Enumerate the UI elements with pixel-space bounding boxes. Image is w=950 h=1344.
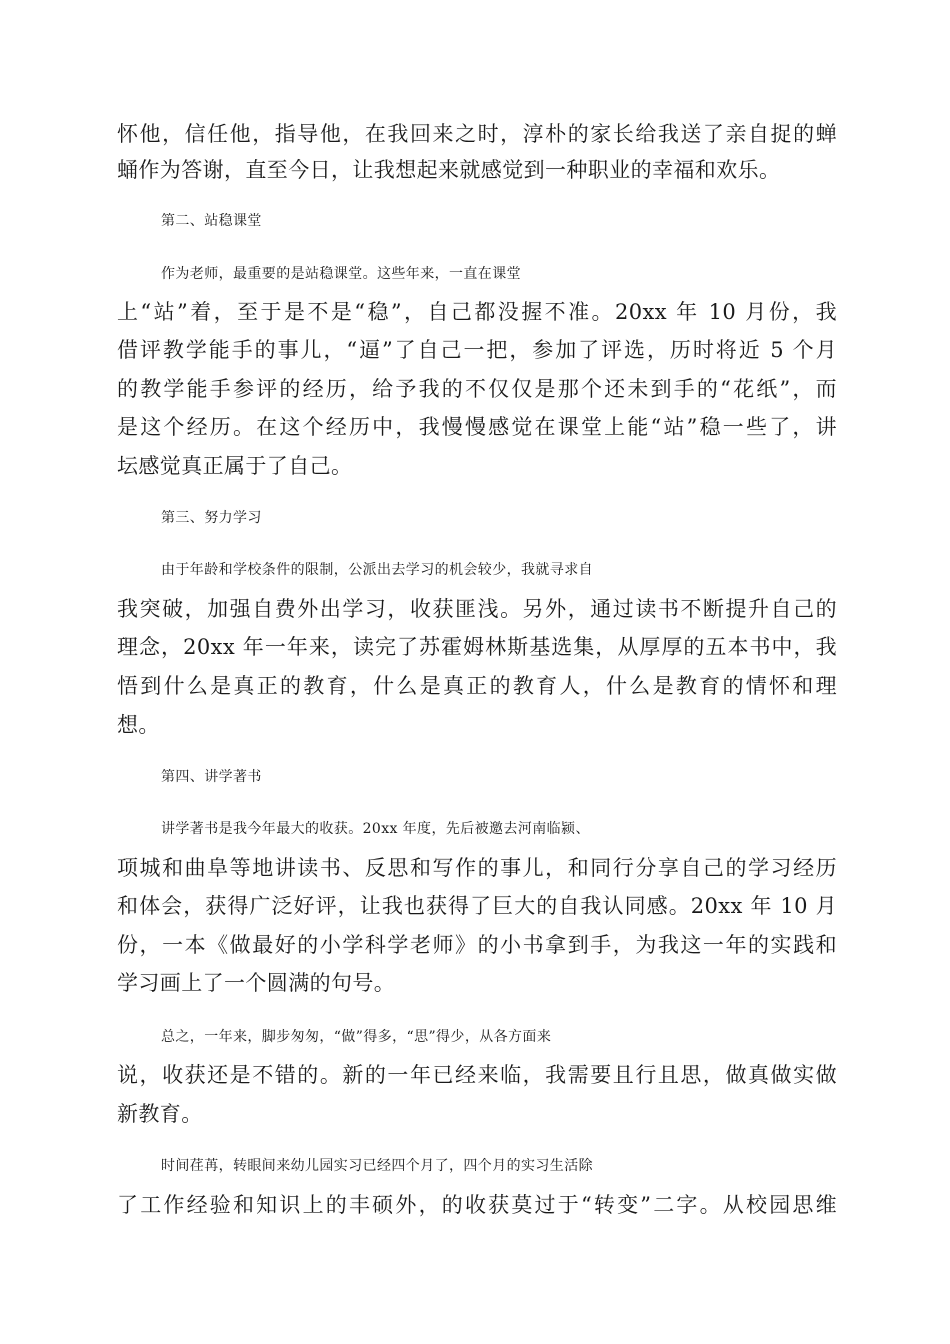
text-line: 我突破，加强自费外出学习，收获匪浅。另外，通过读书不断提升自己的: [117, 597, 837, 621]
text-line: 和体会，获得广泛好评，让我也获得了巨大的自我认同感。20xx 年 10 月: [117, 894, 837, 918]
text-line: 理念，20xx 年一年来，读完了苏霍姆林斯基选集，从厚厚的五本书中，我: [117, 635, 837, 659]
text-line: 是这个经历。在这个经历中，我慢慢感觉在课堂上能“站”稳一些了，讲: [117, 415, 837, 439]
section-heading: 第三、努力学习: [161, 510, 262, 526]
text-line: 想。: [117, 713, 160, 737]
section-heading: 第四、讲学著书: [161, 769, 262, 785]
text-line: 怀他，信任他，指导他，在我回来之时，淳朴的家长给我送了亲自捉的蝉: [117, 122, 837, 146]
text-line: 上“站”着，至于是不是“稳”，自己都没握不准。20xx 年 10 月份，我: [117, 300, 837, 324]
text-line: 项城和曲阜等地讲读书、反思和写作的事儿，和同行分享自己的学习经历: [117, 856, 837, 880]
text-line: 说，收获还是不错的。新的一年已经来临，我需要且行且思，做真做实做: [117, 1063, 837, 1087]
text-line: 新教育。: [117, 1102, 203, 1126]
text-line: 讲学著书是我今年最大的收获。20xx 年度，先后被邀去河南临颍、: [161, 821, 590, 837]
text-line: 借评教学能手的事儿，“逼”了自己一把，参加了评选，历时将近 5 个月: [117, 338, 837, 362]
text-line: 总之，一年来，脚步匆匆，“做”得多，“思”得少，从各方面来: [161, 1029, 552, 1045]
text-line: 了工作经验和知识上的丰硕外，的收获莫过于“转变”二字。从校园思维: [117, 1193, 837, 1217]
text-line: 份，一本《做最好的小学科学老师》的小书拿到手，为我这一年的实践和: [117, 933, 837, 957]
section-heading: 第二、站稳课堂: [161, 213, 262, 229]
text-line: 的教学能手参评的经历，给予我的不仅仅是那个还未到手的“花纸”，而: [117, 377, 837, 401]
text-line: 坛感觉真正属于了自己。: [117, 454, 353, 478]
text-line: 学习画上了一个圆满的句号。: [117, 971, 396, 995]
text-line: 作为老师，最重要的是站稳课堂。这些年来，一直在课堂: [161, 266, 521, 282]
text-line: 由于年龄和学校条件的限制，公派出去学习的机会较少，我就寻求自: [161, 562, 593, 578]
text-line: 蛹作为答谢，直至今日，让我想起来就感觉到一种职业的幸福和欢乐。: [117, 158, 781, 182]
text-line: 悟到什么是真正的教育，什么是真正的教育人，什么是教育的情怀和理: [117, 674, 837, 698]
text-line: 时间荏苒，转眼间来幼儿园实习已经四个月了，四个月的实习生活除: [161, 1158, 593, 1174]
